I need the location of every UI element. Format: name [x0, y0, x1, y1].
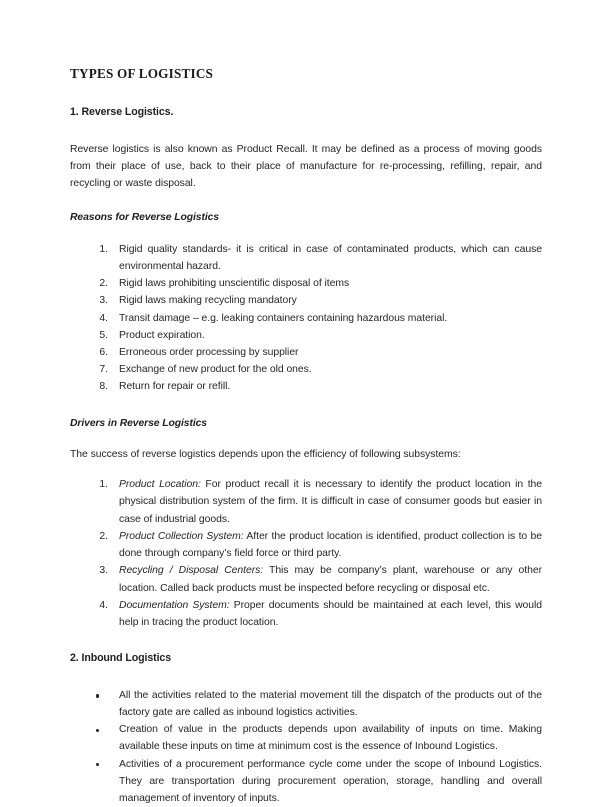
- drivers-lead-paragraph: The success of reverse logistics depends upon the efficiency of following subsystems:: [70, 449, 461, 461]
- section-heading-reverse-logistics: 1. Reverse Logistics.: [70, 105, 174, 118]
- list-item-term: Recycling / Disposal Centers:: [119, 565, 264, 577]
- reasons-list: [70, 241, 542, 396]
- inbound-logistics-bullet-list: [70, 687, 542, 807]
- list-item: Exchange of new product for the old ones.: [119, 364, 312, 376]
- section-heading-inbound-logistics: 2. Inbound Logistics: [70, 652, 171, 665]
- list-item: [88, 476, 542, 528]
- reverse-logistics-intro-paragraph: Reverse logistics is also known as Product Recall. It may be defined as a process of moving goods from their place of use, back to their place of manufacture for re-processing, refilling, repair, and recycling or waste disposal.: [70, 143, 542, 190]
- list-item: [88, 597, 542, 631]
- list-item: Transit damage – e.g. leaking containers containing hazardous material.: [119, 312, 448, 324]
- subheading-drivers-in-reverse-logistics: Drivers in Reverse Logistics: [70, 417, 207, 429]
- list-item-term: Product Location:: [119, 479, 201, 491]
- list-item: Rigid laws prohibiting unscientific disposal of items: [119, 278, 350, 290]
- list-item: Product expiration.: [119, 329, 205, 341]
- list-item: [88, 528, 542, 562]
- list-item-term: Product Collection System:: [119, 530, 244, 542]
- list-item: [88, 562, 542, 596]
- list-item: Creation of value in the products depends upon availability of inputs on time. Making available these inputs on time at minimum cost is the essence of Inbound Logistics.: [88, 721, 542, 755]
- page-title: TYPES OF LOGISTICS: [70, 66, 214, 81]
- list-item-text: For product recall it is necessary to identify the product location in the physical distribution system of the firm. It is difficult in case of consumer goods but easier in case of industrial goods.: [119, 479, 542, 525]
- list-item-text: After the product location is identified, product collection is to be done through company’s field force or third party.: [119, 530, 542, 560]
- list-item: Rigid laws making recycling mandatory: [119, 295, 297, 307]
- list-item: Activities of a procurement performance cycle come under the scope of Inbound Logistics. They are transportation during procurement operation, storage, handling and overall management of inventory of inputs.: [88, 756, 542, 807]
- list-item-text: Proper documents should be maintained at each level, this would help in tracing the product location.: [119, 599, 542, 628]
- list-item: Erroneous order processing by supplier: [119, 346, 299, 358]
- list-item-text: This may be company’s plant, warehouse or any other location. Called back products must be inspected before recycling or disposal etc.: [119, 565, 542, 594]
- list-item: All the activities related to the material movement till the dispatch of the products out of the factory gate are called as inbound logistics activities.: [88, 687, 542, 721]
- subheading-reasons-for-reverse-logistics: Reasons for Reverse Logistics: [70, 212, 219, 224]
- list-item-term: Documentation System:: [119, 599, 230, 611]
- drivers-list: [70, 476, 542, 631]
- list-item: Rigid quality standards- it is critical in case of contaminated products, which can cause environmental hazard.: [119, 243, 542, 272]
- list-item: Return for repair or refill.: [119, 381, 231, 393]
